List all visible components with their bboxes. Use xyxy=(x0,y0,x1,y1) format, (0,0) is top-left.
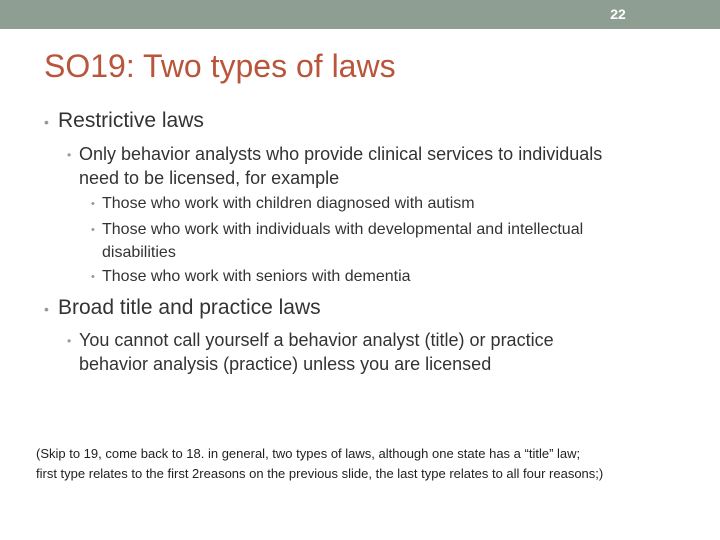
bullet-text-line: disabilities xyxy=(102,244,176,261)
slide-title: SO19: Two types of laws xyxy=(44,48,396,84)
header-bar xyxy=(0,0,720,29)
speaker-note xyxy=(36,444,676,484)
bullet-dot-icon: • xyxy=(91,224,95,236)
bullet-text: Broad title and practice laws xyxy=(58,296,321,319)
bullet-text-line: Only behavior analysts who provide clinical services to individuals xyxy=(79,144,603,164)
bullet-restrictive-detail xyxy=(67,142,699,190)
bullet-dot-icon: • xyxy=(67,148,72,162)
bullet-example-autism xyxy=(91,192,475,215)
bullet-dot-icon: • xyxy=(91,271,95,283)
bullet-dot-icon: • xyxy=(44,301,49,317)
bullet-restrictive-laws xyxy=(44,109,204,133)
bullet-broad-detail xyxy=(67,328,699,376)
bullet-dot-icon: • xyxy=(67,334,72,348)
bullet-dot-icon: • xyxy=(91,198,95,210)
bullet-broad-laws xyxy=(44,296,321,320)
slide-number: 22 xyxy=(610,6,626,22)
bullet-text: Restrictive laws xyxy=(58,109,204,132)
note-line: (Skip to 19, come back to 18. in general, two types of laws, although one state has a “title” law; xyxy=(36,446,581,461)
bullet-text-line: You cannot call yourself a behavior analyst (title) or practice xyxy=(79,330,554,350)
bullet-text-line: behavior analysis (practice) unless you are licensed xyxy=(79,354,492,374)
bullet-text: Those who work with seniors with dementia xyxy=(102,268,411,285)
bullet-example-seniors xyxy=(91,265,411,288)
bullet-text-line: need to be licensed, for example xyxy=(79,168,340,188)
bullet-example-developmental xyxy=(91,218,584,264)
bullet-dot-icon: • xyxy=(44,114,49,130)
bullet-text-line: Those who work with individuals with developmental and intellectual xyxy=(102,221,584,238)
bullet-text: Those who work with children diagnosed with autism xyxy=(102,195,475,212)
note-line: first type relates to the first 2reasons on the previous slide, the last type relates to all four reasons;) xyxy=(36,466,604,481)
